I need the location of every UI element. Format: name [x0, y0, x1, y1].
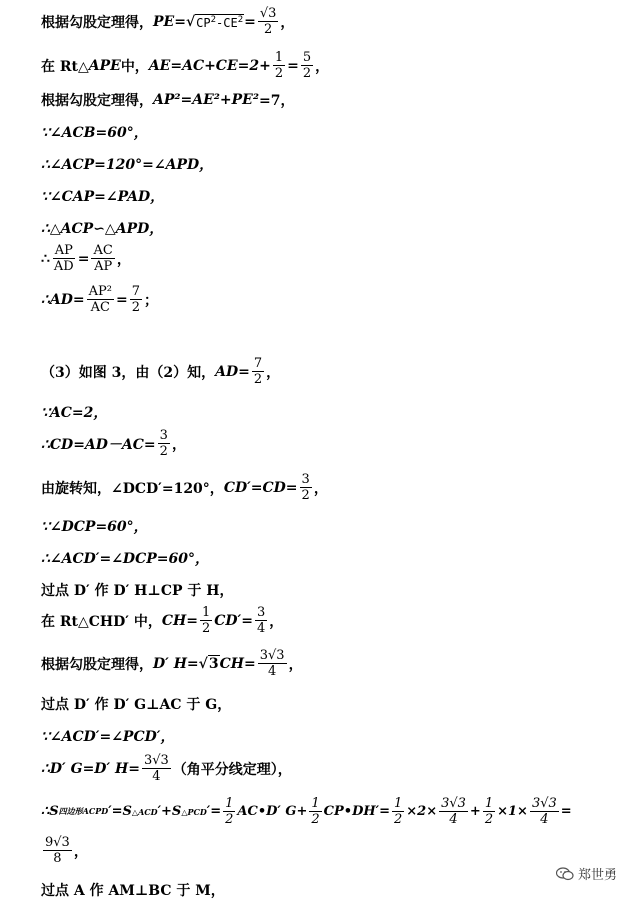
- line-22-fb-num: 1: [311, 796, 320, 811]
- line-22-ff-den: 4: [540, 812, 549, 827]
- line-2-frac-2: [301, 50, 313, 81]
- line-1-frac: [258, 6, 279, 37]
- line-9-prefix: ∴AD=: [41, 291, 85, 308]
- line-21-prefix: ∴D′ G=D′ H=: [41, 760, 140, 777]
- line-9-f2-num: 7: [131, 284, 141, 299]
- line-1-end: ，: [280, 14, 295, 31]
- line-2-eq: =: [287, 57, 299, 74]
- line-10-var: AD=: [215, 363, 250, 380]
- line-22: [41, 796, 572, 827]
- line-22-mid1: ′=S: [108, 804, 132, 819]
- line-13-prefix: 由旋转知，∠DCD′=120°，: [41, 480, 224, 497]
- line-1-prefix: 根据勾股定理得，: [41, 14, 153, 31]
- wechat-icon: [556, 867, 574, 881]
- line-8-f2-num: AC: [93, 243, 113, 258]
- line-17-mid: CD′=: [214, 612, 253, 629]
- line-10-prefix: （3）如图 3，由（2）知，: [41, 364, 216, 381]
- line-2-frac-1: [273, 50, 285, 81]
- line-8-frac-1: [52, 243, 76, 274]
- line-22-mid6: ×2×: [406, 804, 438, 819]
- line-8-frac-2: [91, 243, 114, 274]
- line-21-num: 3√3: [143, 753, 169, 768]
- line-22-frac-b: [309, 796, 321, 827]
- line-17-var: CH=: [161, 612, 198, 629]
- line-17-f1-num: 1: [201, 605, 211, 620]
- line-22-mid3: ′=: [206, 804, 222, 819]
- line-22-frac-d: [439, 796, 468, 827]
- line-2-f1-num: 1: [274, 50, 284, 65]
- line-2-f2-num: 5: [302, 50, 312, 65]
- line-13-frac: [300, 472, 312, 503]
- line-8-end: ，: [116, 251, 131, 268]
- line-13-var: CD′=CD=: [223, 479, 298, 496]
- line-15: ∴∠ACD′=∠DCP=60°，: [41, 551, 209, 567]
- line-1-exp-b: 2: [237, 14, 244, 25]
- line-23-end: ，: [73, 843, 88, 860]
- line-1-rad-a: CP: [196, 15, 211, 30]
- line-13-num: 3: [301, 472, 310, 487]
- line-22-frac-c: [392, 796, 404, 827]
- line-22-mid8: ×1×: [497, 804, 528, 819]
- line-9-end: ；: [144, 292, 159, 309]
- line-18-var: D′ H=: [153, 655, 199, 672]
- line-13-den: 2: [301, 488, 310, 503]
- line-3: [41, 90, 294, 110]
- line-23-frac: [43, 835, 72, 866]
- watermark: [556, 864, 617, 883]
- line-10-frac: [252, 356, 264, 387]
- line-22-sub3: △PCD: [181, 806, 207, 817]
- line-21: [41, 753, 292, 784]
- line-6: ∵∠CAP=∠PAD，: [41, 189, 165, 205]
- line-18-mid: CH=: [219, 655, 256, 672]
- line-17-f2-num: 3: [256, 605, 266, 620]
- line-17-frac-1: [200, 605, 212, 636]
- line-1-exp-a: 2: [210, 14, 217, 25]
- line-22-frac-e: [483, 796, 495, 827]
- line-1: [41, 6, 294, 37]
- line-8-f2-den: AP: [94, 259, 113, 274]
- line-13-end: ，: [313, 480, 328, 497]
- line-22-frac-f: [530, 796, 559, 827]
- line-18-num: 3√3: [259, 648, 285, 663]
- line-1-var: PE: [153, 13, 175, 30]
- line-18-end: ，: [288, 656, 303, 673]
- line-7: ∴△ACP∽△APD，: [41, 221, 164, 237]
- line-2-end: ，: [315, 58, 330, 75]
- line-14: ∵∠DCP=60°，: [41, 519, 148, 535]
- line-1-den: 2: [264, 22, 273, 37]
- line-13: [41, 472, 328, 503]
- line-19: 过点 D′ 作 D′ G⊥AC 于 G，: [41, 697, 232, 713]
- line-22-fa-num: 1: [225, 796, 234, 811]
- line-1-sqrt: √ $CP^2-CE^2$: [185, 13, 244, 30]
- line-8: [41, 243, 131, 274]
- line-2-mid: 中，: [120, 58, 149, 75]
- line-9-f1-den: AC: [90, 300, 110, 315]
- line-9-f1-num: AP²: [88, 284, 112, 299]
- line-22-mid5: CP•DH′=: [323, 804, 390, 819]
- line-17-frac-2: [255, 605, 267, 636]
- line-11: ∵AC=2，: [41, 405, 108, 421]
- line-3-expr: AP²=AE²+PE²: [153, 92, 259, 108]
- line-12-den: 2: [159, 444, 168, 459]
- line-1-eq2: =: [244, 13, 256, 30]
- line-12-frac: [158, 428, 170, 459]
- line-16: 过点 D′ 作 D′ H⊥CP 于 H，: [41, 583, 234, 599]
- line-21-end: （角平分线定理），: [172, 761, 292, 778]
- line-2-prefix: 在 Rt△: [41, 58, 89, 75]
- line-23-den: 8: [53, 851, 62, 866]
- line-24: 过点 A 作 AM⊥BC 于 M，: [41, 883, 225, 899]
- line-8-eq: =: [77, 250, 90, 267]
- line-22-frac-a: [223, 796, 235, 827]
- line-18-frac: [258, 648, 287, 679]
- line-21-den: 4: [152, 769, 161, 784]
- line-22-sub1: 四边形ACPD: [58, 806, 109, 816]
- line-3-end: =7，: [258, 93, 295, 109]
- line-22-fd-den: 4: [449, 812, 458, 827]
- line-2-f2-den: 2: [302, 66, 312, 81]
- line-5: ∴∠ACP=120°=∠APD，: [41, 157, 214, 173]
- line-1-rad-b: -CE: [216, 15, 238, 30]
- line-3-prefix: 根据勾股定理得，: [41, 93, 153, 109]
- line-2-expr: AE=AC+CE=2+: [148, 57, 271, 74]
- line-18-prefix: 根据勾股定理得，: [41, 656, 153, 673]
- line-22-fe-den: 2: [484, 812, 494, 827]
- line-22-ff-num: 3√3: [531, 796, 557, 811]
- line-1-eq: =: [174, 13, 186, 30]
- line-12-prefix: ∴CD=AD－AC=: [41, 436, 156, 453]
- line-17-end: ，: [269, 613, 284, 630]
- line-22-fc-num: 1: [393, 796, 403, 811]
- line-22-end: =: [560, 804, 572, 819]
- line-18-sqrt: √ 3: [198, 656, 219, 672]
- line-22-mid7: +: [469, 804, 481, 819]
- line-22-fb-den: 2: [311, 812, 320, 827]
- line-22-fe-num: 1: [484, 796, 494, 811]
- line-10-end: ，: [266, 364, 281, 381]
- line-9-f2-den: 2: [131, 300, 141, 315]
- line-9: [41, 284, 158, 315]
- line-9-eq: =: [116, 291, 128, 308]
- line-2-tri: APE: [88, 57, 121, 74]
- line-22-mid2: ′+S: [157, 804, 182, 819]
- line-18-den: 4: [268, 664, 277, 679]
- watermark-text: 郑世勇: [577, 868, 617, 883]
- line-12-num: 3: [159, 428, 168, 443]
- line-8-prefix: ∴: [41, 250, 50, 267]
- line-8-f1-num: AP: [54, 243, 73, 258]
- line-22-prefix: ∴S: [41, 804, 59, 819]
- line-8-f1-den: AD: [53, 259, 74, 274]
- line-18-sqrt-rad: 3: [208, 656, 219, 672]
- line-12: [41, 428, 186, 459]
- line-22-fd-num: 3√3: [441, 796, 466, 811]
- line-9-frac-1: [87, 284, 114, 315]
- line-17-f2-den: 4: [256, 621, 266, 636]
- line-17: [41, 605, 283, 636]
- line-17-prefix: 在 Rt△CHD′ 中，: [41, 613, 162, 630]
- line-22-mid4: AC•D′ G+: [237, 804, 308, 819]
- line-22-fa-den: 2: [225, 812, 234, 827]
- line-2-f1-den: 2: [274, 66, 284, 81]
- line-1-num: √3: [259, 6, 277, 21]
- line-23: [41, 835, 88, 866]
- line-10: [41, 356, 280, 387]
- line-10-den: 2: [253, 372, 263, 387]
- line-10-num: 7: [253, 356, 263, 371]
- line-18: [41, 648, 303, 679]
- line-17-f1-den: 2: [201, 621, 211, 636]
- line-22-sub2: △ACD: [131, 806, 158, 817]
- line-22-fc-den: 2: [393, 812, 403, 827]
- line-12-end: ，: [171, 436, 186, 453]
- line-21-frac: [142, 753, 171, 784]
- line-23-num: 9√3: [45, 835, 70, 850]
- line-2: [41, 50, 329, 81]
- line-4: ∵∠ACB=60°，: [41, 125, 148, 141]
- line-9-frac-2: [130, 284, 142, 315]
- line-20: ∵∠ACD′=∠PCD′，: [41, 729, 175, 745]
